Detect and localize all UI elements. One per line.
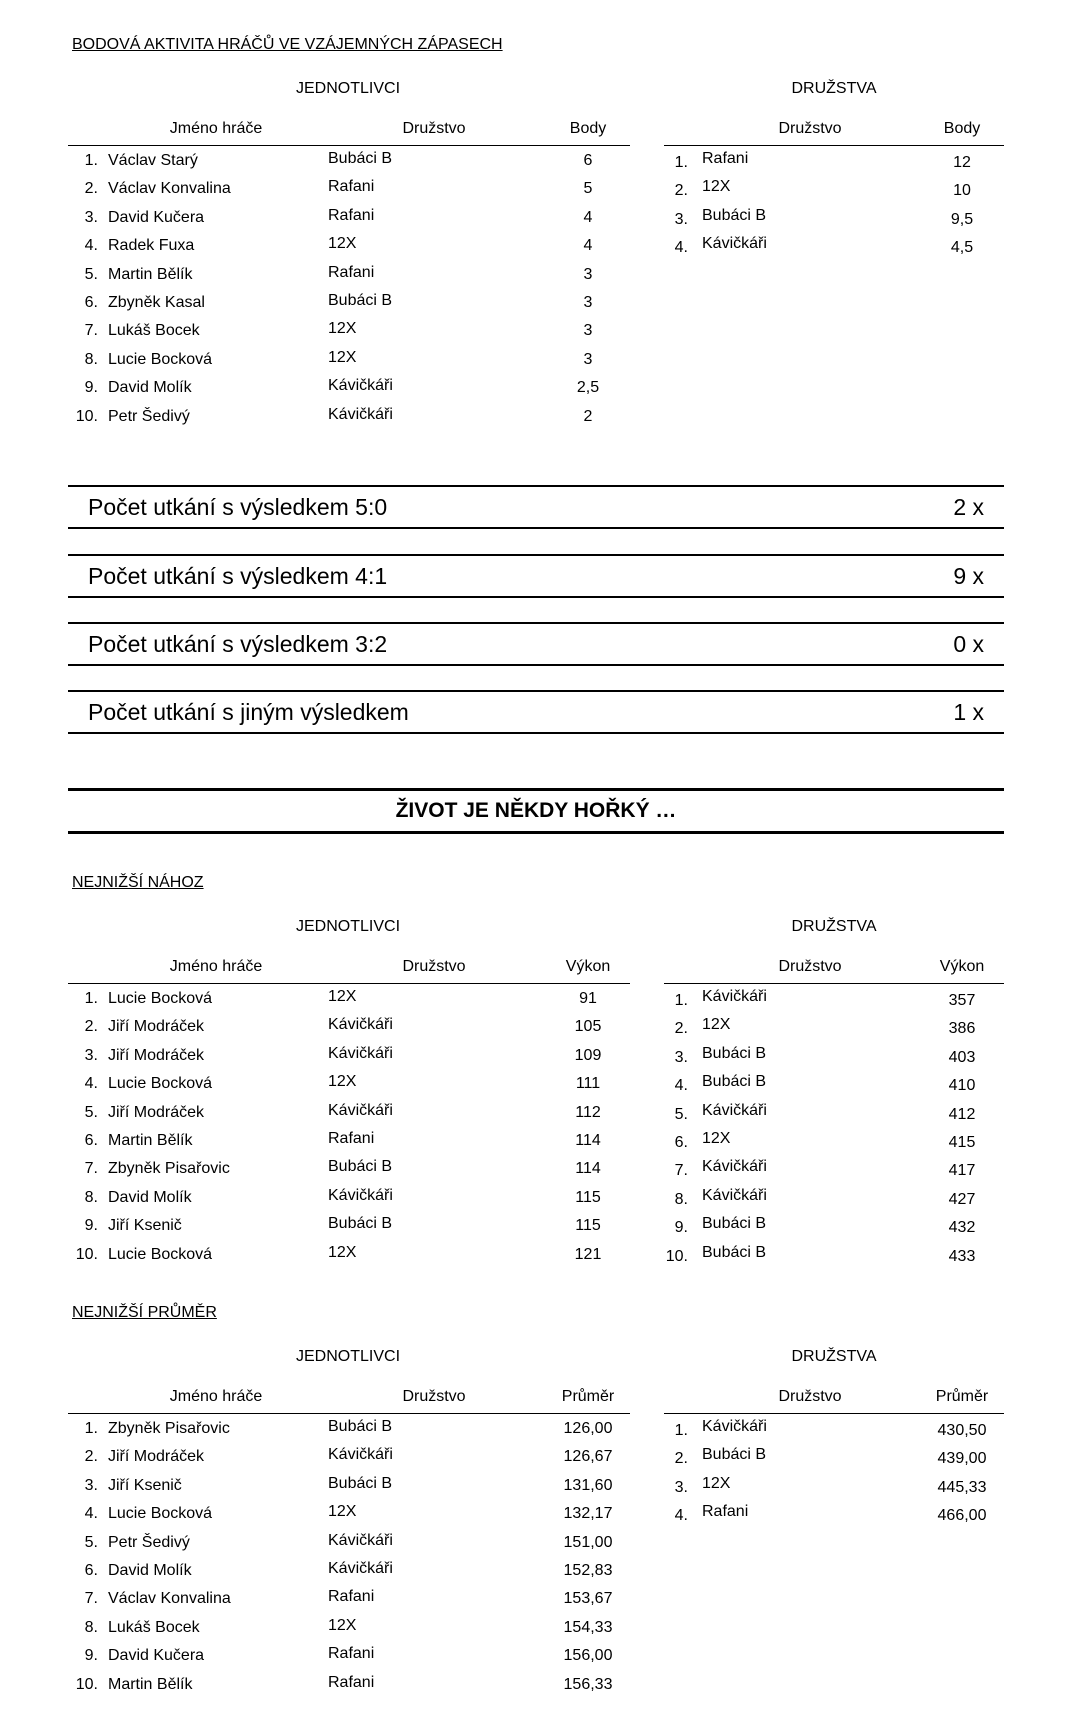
table-row: [68, 347, 630, 375]
col-team: Družstvo: [778, 1388, 842, 1405]
table-row: [664, 1213, 1004, 1241]
rank-cell: 10.: [75, 1675, 98, 1693]
table-row: [68, 176, 630, 204]
col-player-name: Jméno hráče: [169, 120, 263, 137]
player-name-cell: David Molík: [108, 1561, 192, 1579]
player-name-cell: Lucie Bocková: [108, 350, 213, 368]
team-cell: Bubáci B: [702, 1073, 767, 1091]
value-cell: 415: [948, 1133, 976, 1151]
player-name-cell: David Kučera: [108, 1647, 205, 1665]
team-cell: Kávičkáři: [328, 1531, 393, 1549]
player-name-cell: Petr Šedivý: [108, 1533, 190, 1551]
player-name-cell: Jiří Modráček: [108, 1448, 205, 1466]
rank-cell: 5.: [84, 1533, 98, 1551]
team-cell: 12X: [328, 320, 357, 338]
rank-cell: 7.: [84, 1160, 98, 1178]
table-header: [664, 120, 1004, 146]
value-cell: 4,5: [950, 239, 974, 257]
value-cell: 151,00: [563, 1533, 613, 1551]
col-team: Družstvo: [402, 1388, 466, 1405]
table-body: [68, 1416, 630, 1700]
table-row: [68, 1128, 630, 1156]
player-name-cell: Martin Bělík: [108, 265, 193, 283]
section-title-lowest-throw: NEJNIŽŠÍ NÁHOZ: [72, 874, 204, 891]
player-name-cell: Jiří Ksenič: [108, 1476, 182, 1494]
team-cell: 12X: [328, 1616, 357, 1634]
value-cell: 156,33: [563, 1675, 613, 1693]
table-row: [68, 318, 630, 346]
value-cell: 3: [583, 293, 593, 311]
player-name-cell: Radek Fuxa: [108, 237, 195, 255]
player-name-cell: David Molík: [108, 379, 192, 397]
value-cell: 2,5: [576, 379, 600, 397]
team-cell: Rafani: [328, 263, 375, 281]
value-cell: 109: [574, 1046, 602, 1064]
team-cell: Bubáci B: [702, 1243, 767, 1261]
table-row: [664, 1014, 1004, 1042]
value-cell: 357: [948, 992, 976, 1009]
player-name-cell: David Kučera: [108, 208, 205, 226]
value-cell: 112: [575, 1103, 601, 1121]
rank-cell: 5.: [84, 265, 98, 283]
table-row: [664, 1156, 1004, 1184]
team-cell: Rafani: [328, 1645, 375, 1663]
player-name-cell: Zbyněk Pisařovic: [108, 1160, 230, 1178]
table-header: [68, 958, 630, 984]
team-cell: Rafani: [328, 178, 375, 196]
team-cell: Bubáci B: [328, 1474, 393, 1492]
rank-cell: 8.: [84, 1188, 98, 1206]
value-cell: 2: [583, 407, 593, 425]
team-cell: Kávičkáři: [328, 1044, 393, 1062]
table-row: [664, 1100, 1004, 1128]
table-row: [664, 1242, 1004, 1270]
rank-cell: 3.: [674, 210, 688, 228]
team-cell: Bubáci B: [702, 1446, 767, 1464]
result-count-row: [68, 485, 1004, 529]
value-cell: 403: [948, 1048, 976, 1066]
result-count-row: [68, 622, 1004, 666]
result-count: 9 x: [953, 563, 984, 589]
value-cell: 114: [575, 1160, 601, 1178]
rank-cell: 9.: [84, 1647, 98, 1665]
rank-cell: 6.: [674, 1133, 688, 1151]
result-count-row: [68, 554, 1004, 598]
value-cell: 105: [574, 1018, 602, 1036]
value-cell: 433: [948, 1247, 976, 1265]
table-body: [664, 148, 1004, 262]
team-cell: Bubáci B: [702, 1215, 767, 1233]
rank-cell: 4.: [84, 237, 98, 255]
team-cell: Kávičkáři: [328, 1016, 393, 1034]
value-cell: 91: [579, 990, 597, 1007]
value-cell: 430,50: [937, 1422, 987, 1439]
rank-cell: 4.: [84, 1075, 98, 1093]
player-name-cell: Václav Konvalina: [108, 180, 231, 198]
team-cell: Bubáci B: [702, 1044, 767, 1062]
table-row: [68, 1558, 630, 1586]
player-name-cell: Václav Starý: [108, 152, 198, 169]
table-row: [68, 1530, 630, 1558]
result-label: Počet utkání s výsledkem 3:2: [88, 631, 388, 657]
team-cell: 12X: [328, 1503, 357, 1521]
value-cell: 10: [953, 182, 971, 200]
team-cell: Kávičkáři: [328, 1559, 393, 1577]
rank-cell: 7.: [84, 1590, 98, 1608]
player-name-cell: Lucie Bocková: [108, 1505, 213, 1523]
table-row: [664, 1043, 1004, 1071]
table-body: [664, 986, 1004, 1270]
player-name-cell: Lukáš Bocek: [108, 1618, 200, 1636]
rank-cell: 1.: [84, 152, 98, 169]
value-cell: 3: [583, 322, 593, 340]
result-count: 0 x: [953, 631, 984, 657]
teams-heading: DRUŽSTVA: [791, 918, 877, 935]
rank-cell: 3.: [84, 1046, 98, 1064]
table-row: [68, 1014, 630, 1042]
value-cell: 410: [948, 1077, 976, 1095]
table-row: [68, 1100, 630, 1128]
table-row: [664, 1473, 1004, 1501]
table-row: [68, 1185, 630, 1213]
table-row: [68, 233, 630, 261]
rank-cell: 3.: [84, 1476, 98, 1494]
col-player-name: Jméno hráče: [169, 958, 263, 975]
team-cell: Rafani: [328, 1588, 375, 1606]
col-value: Výkon: [939, 958, 985, 975]
player-name-cell: Zbyněk Pisařovic: [108, 1420, 230, 1437]
value-cell: 156,00: [563, 1647, 613, 1665]
table-row: [68, 1444, 630, 1472]
value-cell: 111: [575, 1075, 601, 1093]
col-team: Družstvo: [402, 958, 466, 975]
value-cell: 4: [583, 237, 593, 255]
value-cell: 445,33: [937, 1478, 987, 1496]
table-row: [68, 1156, 630, 1184]
value-cell: 9,5: [950, 210, 974, 228]
table-row: [68, 1473, 630, 1501]
rank-cell: 2.: [84, 1448, 98, 1466]
value-cell: 132,17: [563, 1505, 613, 1523]
value-cell: 417: [948, 1162, 976, 1180]
banner-text: ŽIVOT JE NĚKDY HOŘKÝ …: [395, 799, 677, 822]
table-header: [664, 1388, 1004, 1414]
teams-heading: DRUŽSTVA: [791, 80, 877, 97]
rank-cell: 4.: [84, 1505, 98, 1523]
col-value: Výkon: [565, 958, 611, 975]
value-cell: 439,00: [937, 1450, 987, 1468]
team-cell: 12X: [702, 1016, 731, 1034]
table-header: [68, 1388, 630, 1414]
rank-cell: 3.: [674, 1048, 688, 1066]
table-row: [68, 290, 630, 318]
col-player-name: Jméno hráče: [169, 1388, 263, 1405]
result-label: Počet utkání s jiným výsledkem: [88, 699, 409, 725]
table-row: [68, 1643, 630, 1671]
player-name-cell: Václav Konvalina: [108, 1590, 231, 1608]
team-cell: Kávičkáři: [328, 405, 393, 423]
team-cell: 12X: [702, 1129, 731, 1147]
team-cell: Rafani: [702, 1503, 749, 1521]
player-name-cell: David Molík: [108, 1188, 192, 1206]
player-name-cell: Lucie Bocková: [108, 1075, 213, 1093]
individuals-heading: JEDNOTLIVCI: [295, 1348, 401, 1365]
table-row: [68, 205, 630, 233]
value-cell: 386: [948, 1020, 976, 1038]
table-row: [68, 986, 630, 1014]
team-cell: Kávičkáři: [328, 1186, 393, 1204]
rank-cell: 2.: [84, 180, 98, 198]
team-cell: 12X: [328, 1073, 357, 1091]
rank-cell: 9.: [84, 379, 98, 397]
value-cell: 466,00: [937, 1507, 987, 1525]
value-cell: 126,00: [563, 1420, 613, 1437]
result-label: Počet utkání s výsledkem 5:0: [88, 494, 388, 520]
rank-cell: 8.: [84, 1618, 98, 1636]
rank-cell: 4.: [674, 1077, 688, 1095]
team-cell: Kávičkáři: [702, 1186, 767, 1204]
team-cell: Bubáci B: [328, 150, 393, 167]
value-cell: 3: [583, 265, 593, 283]
value-cell: 114: [575, 1131, 601, 1149]
col-value: Průměr: [935, 1388, 989, 1405]
value-cell: 126,67: [563, 1448, 613, 1466]
col-team: Družstvo: [778, 120, 842, 137]
table-row: [664, 205, 1004, 233]
team-cell: 12X: [328, 988, 357, 1005]
table-row: [664, 148, 1004, 176]
result-label: Počet utkání s výsledkem 4:1: [88, 563, 388, 589]
player-name-cell: Lucie Bocková: [108, 990, 213, 1007]
player-name-cell: Zbyněk Kasal: [108, 293, 205, 311]
rank-cell: 7.: [674, 1162, 688, 1180]
rank-cell: 1.: [674, 992, 688, 1009]
player-name-cell: Martin Bělík: [108, 1675, 193, 1693]
value-cell: 12: [953, 154, 971, 171]
table-row: [664, 1071, 1004, 1099]
rank-cell: 1.: [84, 990, 98, 1007]
team-cell: Kávičkáři: [702, 235, 767, 253]
team-cell: 12X: [702, 1474, 731, 1492]
table-body: [68, 986, 630, 1270]
result-count-row: [68, 690, 1004, 734]
individuals-heading: JEDNOTLIVCI: [295, 918, 401, 935]
player-name-cell: Lukáš Bocek: [108, 322, 200, 340]
team-cell: 12X: [702, 178, 731, 196]
col-value: Body: [943, 120, 981, 137]
col-value: Body: [569, 120, 607, 137]
rank-cell: 4.: [674, 1507, 688, 1525]
table-row: [68, 262, 630, 290]
table-row: [664, 176, 1004, 204]
rank-cell: 1.: [674, 1422, 688, 1439]
rank-cell: 8.: [674, 1190, 688, 1208]
value-cell: 154,33: [563, 1618, 613, 1636]
section-title-lowest-average: NEJNIŽŠÍ PRŮMĚR: [72, 1304, 217, 1321]
rank-cell: 2.: [674, 1020, 688, 1038]
team-cell: Kávičkáři: [702, 988, 767, 1005]
rank-cell: 10.: [75, 1245, 98, 1263]
team-cell: 12X: [328, 348, 357, 366]
rank-cell: 9.: [84, 1217, 98, 1235]
result-count: 1 x: [953, 699, 984, 725]
team-cell: Bubáci B: [702, 206, 767, 224]
rank-cell: 5.: [84, 1103, 98, 1121]
team-cell: Rafani: [328, 1673, 375, 1691]
team-cell: Bubáci B: [328, 291, 393, 309]
col-team: Družstvo: [778, 958, 842, 975]
rank-cell: 1.: [84, 1420, 98, 1437]
value-cell: 115: [575, 1217, 601, 1235]
team-cell: Kávičkáři: [328, 1446, 393, 1464]
rank-cell: 2.: [84, 1018, 98, 1036]
team-cell: Kávičkáři: [702, 1101, 767, 1119]
team-cell: Kávičkáři: [702, 1418, 767, 1435]
value-cell: 3: [583, 350, 593, 368]
table-row: [68, 1501, 630, 1529]
table-body: [68, 148, 630, 432]
rank-cell: 5.: [674, 1105, 688, 1123]
table-row: [68, 1043, 630, 1071]
rank-cell: 4.: [674, 239, 688, 257]
rank-cell: 2.: [674, 182, 688, 200]
team-cell: Bubáci B: [328, 1158, 393, 1176]
table-row: [68, 1416, 630, 1444]
rank-cell: 6.: [84, 293, 98, 311]
table-body: [664, 1416, 1004, 1530]
value-cell: 6: [583, 152, 593, 169]
value-cell: 121: [574, 1245, 602, 1263]
player-name-cell: Jiří Modráček: [108, 1103, 205, 1121]
player-name-cell: Lucie Bocková: [108, 1245, 213, 1263]
team-cell: Bubáci B: [328, 1418, 393, 1435]
table-row: [664, 1416, 1004, 1444]
table-row: [664, 1501, 1004, 1529]
table-row: [664, 1444, 1004, 1472]
col-team: Družstvo: [402, 120, 466, 137]
rank-cell: 1.: [674, 154, 688, 171]
team-cell: 12X: [328, 235, 357, 253]
table-header: [664, 958, 1004, 984]
table-row: [68, 1071, 630, 1099]
table-row: [664, 1128, 1004, 1156]
table-row: [68, 375, 630, 403]
value-cell: 153,67: [563, 1590, 613, 1608]
table-row: [68, 1586, 630, 1614]
rank-cell: 8.: [84, 350, 98, 368]
team-cell: Kávičkáři: [702, 1158, 767, 1176]
player-name-cell: Jiří Modráček: [108, 1018, 205, 1036]
value-cell: 152,83: [563, 1561, 613, 1579]
team-cell: Rafani: [702, 150, 749, 167]
player-name-cell: Petr Šedivý: [108, 407, 190, 425]
team-cell: Kávičkáři: [328, 377, 393, 395]
value-cell: 4: [583, 208, 593, 226]
rank-cell: 3.: [84, 208, 98, 226]
rank-cell: 6.: [84, 1561, 98, 1579]
teams-heading: DRUŽSTVA: [791, 1348, 877, 1365]
individuals-heading: JEDNOTLIVCI: [295, 80, 401, 97]
value-cell: 427: [948, 1190, 976, 1208]
team-cell: 12X: [328, 1243, 357, 1261]
rank-cell: 10.: [665, 1247, 688, 1265]
table-row: [664, 1185, 1004, 1213]
table-row: [68, 1242, 630, 1270]
rank-cell: 9.: [674, 1219, 688, 1237]
team-cell: Rafani: [328, 1129, 375, 1147]
section-title-points: BODOVÁ AKTIVITA HRÁČŮ VE VZÁJEMNÝCH ZÁPASECH: [72, 36, 503, 53]
result-count: 2 x: [953, 494, 984, 520]
player-name-cell: Martin Bělík: [108, 1131, 193, 1149]
table-row: [68, 1672, 630, 1700]
rank-cell: 3.: [674, 1478, 688, 1496]
value-cell: 115: [575, 1188, 601, 1206]
value-cell: 432: [948, 1219, 976, 1237]
col-value: Průměr: [561, 1388, 615, 1405]
team-cell: Kávičkáři: [328, 1101, 393, 1119]
table-row: [664, 986, 1004, 1014]
rank-cell: 2.: [674, 1450, 688, 1468]
table-row: [664, 233, 1004, 261]
team-cell: Bubáci B: [328, 1215, 393, 1233]
section-banner: [68, 788, 1004, 834]
rank-cell: 10.: [75, 407, 98, 425]
rank-cell: 6.: [84, 1131, 98, 1149]
value-cell: 5: [583, 180, 593, 198]
table-row: [68, 1213, 630, 1241]
table-header: [68, 120, 630, 146]
table-row: [68, 148, 630, 176]
table-row: [68, 404, 630, 432]
value-cell: 412: [948, 1105, 976, 1123]
value-cell: 131,60: [563, 1476, 613, 1494]
table-row: [68, 1615, 630, 1643]
player-name-cell: Jiří Modráček: [108, 1046, 205, 1064]
rank-cell: 7.: [84, 322, 98, 340]
player-name-cell: Jiří Ksenič: [108, 1217, 182, 1235]
team-cell: Rafani: [328, 206, 375, 224]
